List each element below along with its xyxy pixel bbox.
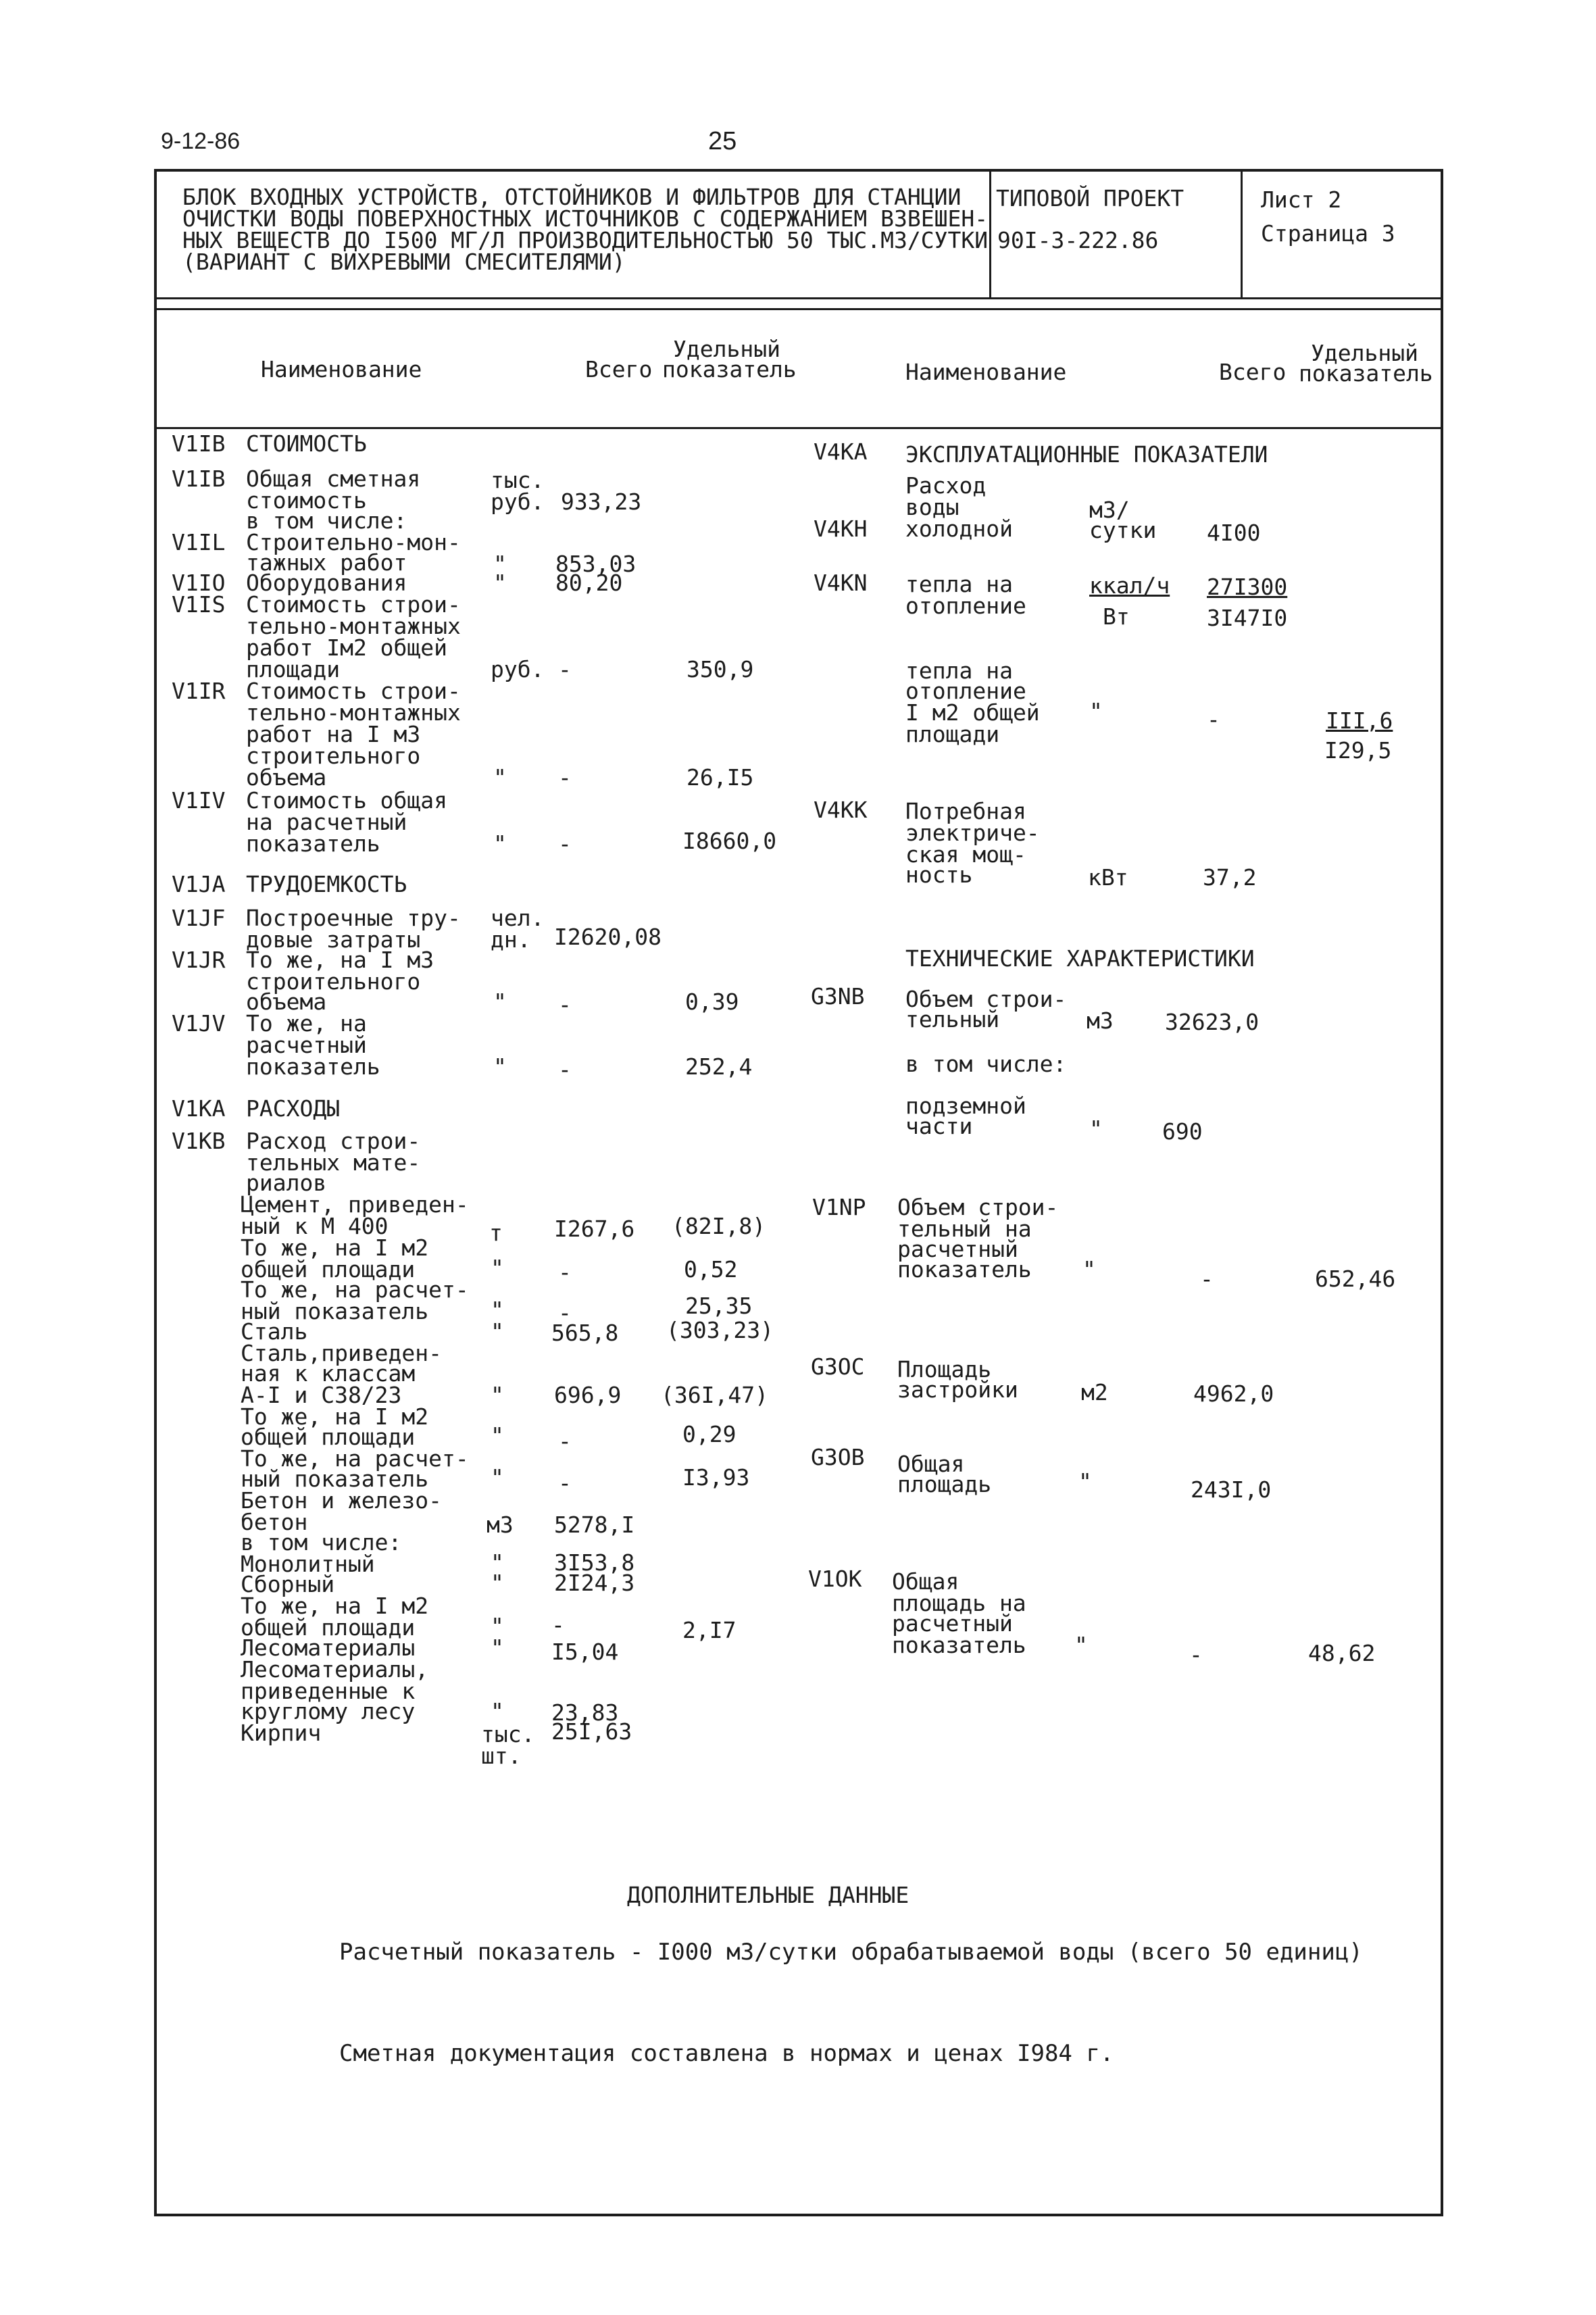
row-specific: 2,I7 (682, 1617, 737, 1643)
row-name: Строительно-мон- (246, 529, 461, 555)
row-total: 5278,I (554, 1512, 635, 1538)
header-specific: показатель (662, 356, 797, 382)
row-specific: 652,46 (1315, 1266, 1396, 1292)
row-unit: " (493, 1053, 507, 1080)
header-name: Наименование (905, 359, 1067, 385)
row-name: Объем строи- (897, 1194, 1059, 1220)
row-total: - (558, 830, 572, 857)
row-name: Построечные тру- (246, 905, 461, 931)
row-name: застройки (897, 1376, 1018, 1403)
row-code: V1OK (808, 1566, 862, 1592)
row-total: - (1189, 1641, 1203, 1668)
row-name: Лесоматериалы (241, 1635, 416, 1661)
row-name: Стоимость строи- (246, 678, 461, 704)
row-code: G3OC (811, 1353, 865, 1380)
section-heading: СТОИМОСТЬ (246, 430, 367, 457)
row-specific: 0,29 (682, 1421, 737, 1447)
row-name: работ на I м3 (246, 721, 421, 747)
row-unit: м3 (487, 1512, 514, 1538)
row-code: V1IS (172, 591, 226, 618)
row-specific: 0,52 (684, 1256, 738, 1283)
row-name: отопление (905, 678, 1026, 704)
row-code: V1JA (172, 871, 226, 897)
row-unit: " (493, 551, 507, 577)
row-unit: " (1089, 1116, 1103, 1142)
row-unit: шт. (481, 1743, 522, 1769)
row-code: V1JF (172, 905, 226, 931)
row-unit: тыс. (491, 467, 545, 493)
row-name: площади (905, 721, 1000, 747)
estimate-basis-line: Расчетный показатель - I000 м3/сутки обрабатываемой воды (всего 50 единиц) (339, 1939, 1363, 1966)
row-unit: " (491, 1549, 504, 1576)
row-name: тепла на (905, 571, 1013, 597)
section-heading: ЭКСПЛУАТАЦИОННЫЕ ПОКАЗАТЕЛИ (905, 441, 1268, 468)
row-total: - (558, 656, 572, 682)
row-name: Сталь (241, 1318, 308, 1345)
header-specific: Удельный (1311, 340, 1418, 366)
row-name: части (905, 1113, 973, 1139)
row-name: показатель (246, 830, 380, 857)
row-code: V4KA (814, 439, 868, 465)
row-specific: (82I,8) (672, 1213, 766, 1239)
page-label: Страница 3 (1261, 220, 1395, 247)
row-code: G3OB (811, 1444, 865, 1470)
row-name: Общая сметная (246, 466, 421, 492)
section-heading: ТЕХНИЧЕСКИЕ ХАРАКТЕРИСТИКИ (905, 945, 1255, 972)
row-unit: " (491, 1635, 504, 1661)
row-code: G3NB (811, 983, 865, 1010)
row-total: 3I47I0 (1207, 605, 1288, 631)
row-unit: " (491, 1698, 504, 1724)
row-name: Общая (897, 1451, 965, 1477)
row-name: круглому лесу (241, 1698, 416, 1724)
row-name: Лесоматериалы, (241, 1656, 429, 1683)
section-heading: РАСХОДЫ (246, 1095, 341, 1122)
row-code: V1KA (172, 1095, 226, 1122)
row-unit: руб. (491, 656, 545, 682)
row-name: тепла на (905, 657, 1013, 684)
row-total: 32623,0 (1165, 1009, 1260, 1035)
row-total: 243I,0 (1191, 1476, 1272, 1503)
row-total: - (558, 764, 572, 791)
row-name: То же, на I м3 (246, 947, 434, 973)
project-label: ТИПОВОЙ ПРОЕКТ (996, 185, 1184, 211)
row-total: - (551, 1612, 565, 1638)
row-total: 696,9 (554, 1382, 622, 1408)
row-name: отопление (905, 593, 1026, 619)
row-total: 933,23 (561, 489, 642, 515)
row-name: А-I и С38/23 (241, 1382, 402, 1408)
row-total: - (1200, 1266, 1214, 1292)
row-total: I5,04 (551, 1639, 619, 1665)
title-line: НЫХ ВЕЩЕСТВ ДО I500 МГ/Л ПРОИЗВОДИТЕЛЬНОСТЬЮ 50 ТЫС.М3/СУТКИ (182, 227, 989, 253)
row-name: ная к классам (241, 1360, 416, 1387)
row-code: V4KN (814, 570, 868, 596)
row-name: Общая (892, 1568, 959, 1595)
row-name: довые затраты (246, 926, 421, 953)
header-specific: Удельный (673, 336, 780, 362)
row-name: общей площади (241, 1424, 416, 1450)
row-total: 2I24,3 (554, 1570, 635, 1596)
row-name: площадь (897, 1471, 992, 1497)
row-code: V1KB (172, 1128, 226, 1154)
pricing-norms-line: Сметная документация составлена в нормах и ценах I984 г. (339, 2040, 1114, 2067)
row-name: тельно-монтажных (246, 699, 461, 726)
row-name: Цемент, приведен- (241, 1191, 469, 1218)
header-name: Наименование (261, 356, 422, 382)
row-unit: м3/ (1089, 497, 1130, 523)
row-name: I м2 общей (905, 699, 1040, 726)
row-code: V4KH (814, 516, 868, 542)
row-total: - (558, 1299, 572, 1326)
row-code: V1NP (812, 1194, 866, 1220)
row-total: 25I,63 (551, 1718, 632, 1745)
row-unit: " (1089, 698, 1103, 724)
row-name: ный показатель (241, 1466, 429, 1492)
row-name: То же, на расчет- (241, 1276, 469, 1303)
row-total: - (558, 1056, 572, 1082)
row-name: риалов (246, 1170, 327, 1196)
row-name: Площадь (897, 1356, 992, 1383)
row-name: Кирпич (241, 1720, 322, 1746)
row-name: Сборный (241, 1571, 335, 1597)
row-unit: " (491, 1318, 504, 1345)
row-unit: " (493, 570, 507, 596)
row-specific: I3,93 (682, 1464, 750, 1491)
row-name: работ Iм2 общей (246, 634, 448, 661)
row-code: V1IR (172, 678, 226, 704)
row-specific: 350,9 (687, 656, 754, 682)
row-name: Бетон и железо- (241, 1487, 443, 1514)
row-unit: сутки (1089, 517, 1157, 543)
document-code: 9-12-86 (161, 128, 241, 154)
title-line: (ВАРИАНТ С ВИХРЕВЫМИ СМЕСИТЕЛЯМИ) (182, 249, 626, 275)
row-name: То же, на расчет- (241, 1445, 469, 1472)
row-name: тельный на (897, 1216, 1032, 1242)
row-name: тажных работ (246, 549, 407, 576)
header-specific: показатель (1299, 360, 1433, 387)
row-name: в том числе: (241, 1529, 402, 1555)
row-total: - (1207, 706, 1220, 732)
row-name: в том числе: (905, 1051, 1067, 1077)
row-name: приведенные к (241, 1678, 416, 1704)
row-code: V1IB (172, 466, 226, 492)
row-total: 853,03 (555, 551, 637, 577)
row-unit: " (493, 989, 507, 1015)
row-unit: " (1082, 1256, 1096, 1283)
row-name: Объем строи- (905, 986, 1067, 1012)
row-name: показатель (892, 1632, 1026, 1658)
row-name: строительного (246, 968, 421, 995)
row-name: площадь на (892, 1590, 1026, 1616)
header-total: Всего (1219, 359, 1287, 385)
row-name: подземной (905, 1093, 1026, 1119)
title-line: БЛОК ВХОДНЫХ УСТРОЙСТВ, ОТСТОЙНИКОВ И ФИЛЬТРОВ ДЛЯ СТАНЦИИ (182, 184, 962, 210)
row-name: расчетный (246, 1032, 367, 1058)
row-total: 80,20 (555, 570, 623, 596)
row-total: 4962,0 (1193, 1380, 1274, 1407)
row-name: То же, на (246, 1010, 367, 1037)
row-unit: " (493, 830, 507, 857)
page-number: 25 (708, 127, 737, 155)
row-unit: " (491, 1297, 504, 1323)
row-unit: " (493, 764, 507, 791)
row-unit: руб. (491, 489, 545, 515)
sheet-number: Лист 2 (1261, 186, 1342, 213)
row-specific: (36I,47) (661, 1382, 768, 1408)
row-name: электриче- (905, 820, 1040, 846)
row-total: 37,2 (1203, 864, 1257, 891)
row-unit: " (491, 1464, 504, 1491)
row-name: расчетный (897, 1236, 1018, 1262)
row-name: тельных мате- (246, 1149, 421, 1176)
row-unit: " (491, 1570, 504, 1596)
row-total: 27I300 (1207, 574, 1288, 600)
row-code: V1IB (172, 430, 226, 457)
row-name: в том числе: (246, 507, 407, 534)
row-unit: " (491, 1422, 504, 1449)
row-total: - (558, 1470, 572, 1496)
row-name: тельно-монтажных (246, 613, 461, 639)
row-name: ская мощ- (905, 841, 1026, 868)
row-unit: " (491, 1255, 504, 1281)
row-name: объема (246, 989, 327, 1015)
row-name: расчетный (892, 1610, 1013, 1637)
row-name: показатель (897, 1256, 1032, 1283)
row-unit: ккал/ч (1089, 572, 1170, 599)
row-unit: " (491, 1382, 504, 1408)
row-name: общей площади (241, 1614, 416, 1641)
row-total: 565,8 (551, 1320, 619, 1346)
row-unit: тыс. (481, 1721, 535, 1747)
row-code: V1IO (172, 570, 226, 596)
row-unit: Вт (1103, 603, 1130, 630)
row-code: V1IL (172, 529, 226, 555)
row-name: Стоимость строи- (246, 591, 461, 618)
row-specific: 252,4 (685, 1053, 753, 1080)
row-name: стоимость (246, 487, 367, 514)
row-name: ный к М 400 (241, 1213, 389, 1239)
section-heading: ТРУДОЕМКОСТЬ (246, 871, 407, 897)
row-unit: кВт (1088, 864, 1128, 891)
row-name: Стоимость общая (246, 787, 448, 814)
row-unit: " (491, 1613, 504, 1639)
row-name: общей площади (241, 1256, 416, 1283)
row-name: То же, на I м2 (241, 1403, 429, 1430)
row-unit: т (489, 1220, 503, 1246)
row-specific: I8660,0 (682, 828, 777, 854)
row-name: показатель (246, 1053, 380, 1080)
row-code: V1IV (172, 787, 226, 814)
row-name: То же, на I м2 (241, 1593, 429, 1619)
row-name: ный показатель (241, 1298, 429, 1324)
row-total: - (558, 1259, 572, 1285)
row-total: 23,83 (551, 1699, 619, 1726)
row-name: Расход строи- (246, 1128, 421, 1154)
row-unit: дн. (491, 926, 531, 953)
row-total: 690 (1162, 1118, 1203, 1145)
row-name: Расход (905, 472, 987, 499)
row-name: объема (246, 764, 327, 791)
row-total: - (558, 991, 572, 1018)
row-name: Монолитный (241, 1551, 375, 1577)
row-unit: м2 (1081, 1379, 1108, 1405)
row-specific: 26,I5 (687, 764, 754, 791)
row-specific: 0,39 (685, 989, 739, 1015)
row-unit: м3 (1087, 1007, 1114, 1034)
row-specific: III,6 (1326, 707, 1393, 734)
row-name: бетон (241, 1509, 308, 1535)
row-total: I267,6 (554, 1216, 635, 1242)
row-name: на расчетный (246, 809, 407, 835)
row-unit: чел. (491, 905, 545, 931)
row-name: Оборудования (246, 570, 407, 596)
row-code: V1JR (172, 947, 226, 973)
row-name: Сталь,приведен- (241, 1340, 443, 1366)
row-specific: 25,35 (685, 1293, 753, 1319)
row-name: строительного (246, 743, 421, 769)
row-total: 3I53,8 (554, 1549, 635, 1576)
row-code: V1JV (172, 1010, 226, 1037)
row-total: I2620,08 (554, 924, 662, 950)
row-code: V4KK (814, 797, 868, 823)
row-unit: " (1078, 1468, 1092, 1495)
row-specific: I29,5 (1324, 737, 1392, 764)
row-name: Потребная (905, 798, 1026, 824)
row-name: воды (905, 494, 959, 520)
row-name: То же, на I м2 (241, 1235, 429, 1261)
row-total: 4I00 (1207, 520, 1261, 546)
project-number: 90I-3-222.86 (997, 227, 1159, 253)
row-unit: " (1074, 1632, 1088, 1658)
additional-heading: ДОПОЛНИТЕЛЬНЫЕ ДАННЫЕ (627, 1882, 909, 1908)
row-name: тельный (905, 1006, 1000, 1032)
row-specific: (303,23) (666, 1317, 774, 1343)
row-name: ность (905, 862, 973, 888)
row-specific: 48,62 (1308, 1640, 1376, 1666)
row-name: площади (246, 656, 341, 682)
title-line: ОЧИСТКИ ВОДЫ ПОВЕРХНОСТНЫХ ИСТОЧНИКОВ С СОДЕРЖАНИЕМ ВЗВЕШЕН- (182, 205, 989, 232)
header-total: Всего (585, 356, 653, 382)
row-total: - (558, 1428, 572, 1454)
row-name: холодной (905, 516, 1013, 542)
